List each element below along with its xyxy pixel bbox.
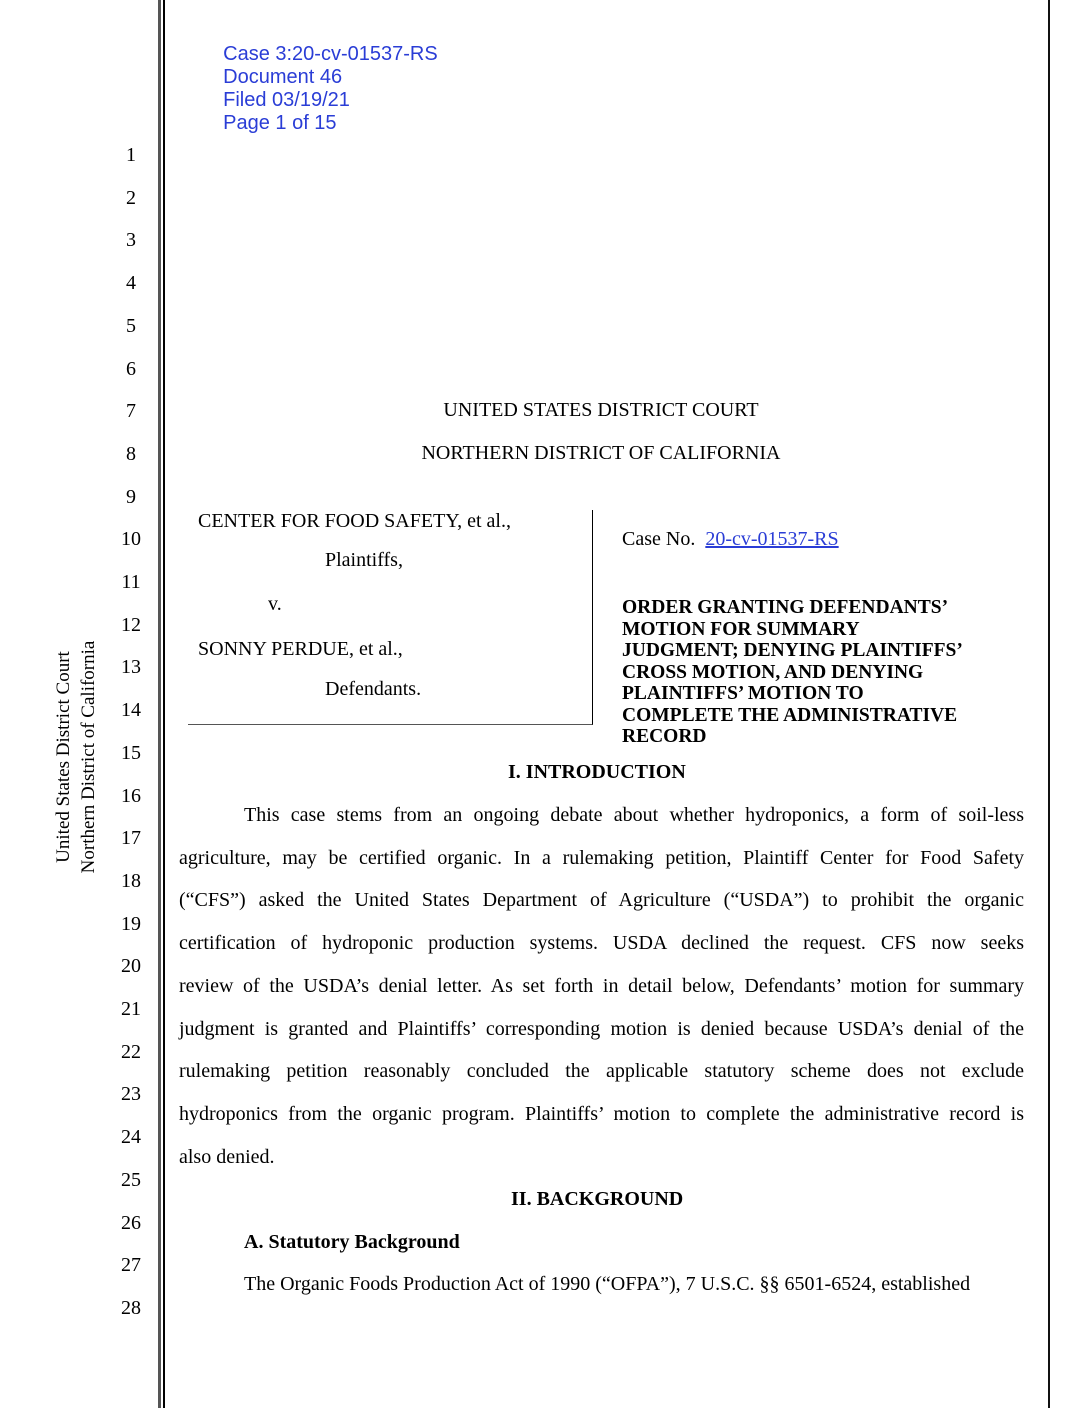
- defendant-name: SONNY PERDUE, et al.,: [198, 638, 403, 660]
- line-number: 22: [121, 1040, 141, 1063]
- court-side-label: [51, 641, 101, 874]
- paragraph-line: judgment is granted and Plaintiffs’ corresponding motion is denied because USDA’s denial of the: [179, 1017, 1024, 1040]
- order-title-line: ORDER GRANTING DEFENDANTS’: [622, 597, 949, 618]
- case-number-label: Case No.: [622, 528, 696, 550]
- defendant-role: Defendants.: [325, 678, 422, 700]
- line-number: 10: [121, 528, 141, 551]
- line-number: 15: [121, 741, 141, 764]
- right-margin-rule: [1048, 0, 1050, 1408]
- paragraph-line: also denied.: [179, 1145, 275, 1168]
- paragraph-line: certification of hydroponic production systems. USDA declined the request. CFS now seeks: [179, 932, 1024, 955]
- court-name: UNITED STATES DISTRICT COURT: [443, 399, 759, 421]
- paragraph-line: This case stems from an ongoing debate about whether hydroponics, a form of soil-less: [244, 804, 1024, 826]
- line-number: 26: [121, 1211, 141, 1234]
- line-number: 25: [121, 1168, 141, 1191]
- paragraph-line: rulemaking petition reasonably concluded the applicable statutory scheme does not exclude: [179, 1060, 1024, 1083]
- line-number: 13: [121, 656, 141, 679]
- order-title-line: PLAINTIFFS’ MOTION TO: [622, 683, 864, 704]
- line-number: 24: [121, 1126, 141, 1149]
- header-case-number: Case 3:20-cv-01537-RS: [223, 43, 438, 65]
- line-number: 2: [126, 186, 136, 209]
- subheading-statutory-background: A. Statutory Background: [244, 1231, 460, 1253]
- line-number: 11: [121, 571, 141, 593]
- heading-background: II. BACKGROUND: [511, 1188, 684, 1210]
- ecf-header: [212, 20, 456, 135]
- order-title-line: CROSS MOTION, AND DENYING: [622, 661, 924, 683]
- order-title-line: MOTION FOR SUMMARY: [622, 618, 860, 640]
- order-title-line: RECORD: [622, 726, 707, 747]
- line-number: 17: [121, 827, 141, 850]
- line-number: 7: [126, 400, 136, 423]
- line-number: 19: [121, 912, 141, 935]
- heading-introduction: I. INTRODUCTION: [508, 761, 686, 783]
- left-margin-rule-gray: [158, 0, 161, 1408]
- plaintiff-role: Plaintiffs,: [325, 549, 403, 571]
- line-number: 18: [121, 869, 141, 892]
- line-number: 14: [121, 699, 141, 722]
- order-title: [622, 597, 1022, 748]
- background-paragraph-line: The Organic Foods Production Act of 1990 (“OFPA”), 7 U.S.C. §§ 6501-6524, established: [244, 1273, 971, 1295]
- line-number: 5: [126, 314, 136, 337]
- header-page: Page 1 of 15: [223, 112, 337, 134]
- header-filed-date: Filed 03/19/21: [223, 89, 350, 111]
- line-number: 12: [121, 613, 141, 636]
- case-number-block: [622, 528, 839, 551]
- plaintiff-name: CENTER FOR FOOD SAFETY, et al.,: [198, 510, 511, 532]
- side-label-court: United States District Court: [53, 651, 74, 863]
- paragraph-line: (“CFS”) asked the United States Department of Agriculture (“USDA”) to prohibit the organic: [179, 889, 1024, 912]
- line-number: 16: [121, 784, 141, 807]
- line-number: 4: [126, 272, 136, 295]
- line-number: 23: [121, 1083, 141, 1106]
- paragraph-line: hydroponics from the organic program. Plaintiffs’ motion to complete the administrative record is: [179, 1102, 1024, 1125]
- header-document: Document 46: [223, 66, 343, 88]
- line-number: 9: [126, 485, 136, 508]
- court-district: NORTHERN DISTRICT OF CALIFORNIA: [421, 442, 781, 464]
- line-number: 8: [126, 442, 136, 465]
- line-number: 27: [121, 1254, 141, 1277]
- order-title-line: JUDGMENT; DENYING PLAINTIFFS’: [622, 640, 963, 661]
- line-number: 3: [126, 229, 136, 252]
- line-number: 1: [126, 144, 136, 166]
- order-title-line: COMPLETE THE ADMINISTRATIVE: [622, 704, 958, 726]
- line-number: 28: [121, 1296, 141, 1319]
- case-number-link[interactable]: 20-cv-01537-RS: [705, 528, 839, 550]
- introduction-paragraph: [179, 794, 1024, 1178]
- versus: v.: [268, 593, 282, 615]
- line-number: 21: [121, 998, 141, 1020]
- paragraph-line: agriculture, may be certified organic. In a rulemaking petition, Plaintiff Center for Food Safety: [179, 846, 1024, 869]
- side-label-district: Northern District of California: [78, 640, 99, 874]
- left-margin-rule-black: [163, 0, 165, 1408]
- line-number: 20: [121, 955, 141, 978]
- line-number: 6: [126, 357, 136, 380]
- paragraph-line: review of the USDA’s denial letter. As set forth in detail below, Defendants’ motion for summary: [179, 974, 1024, 997]
